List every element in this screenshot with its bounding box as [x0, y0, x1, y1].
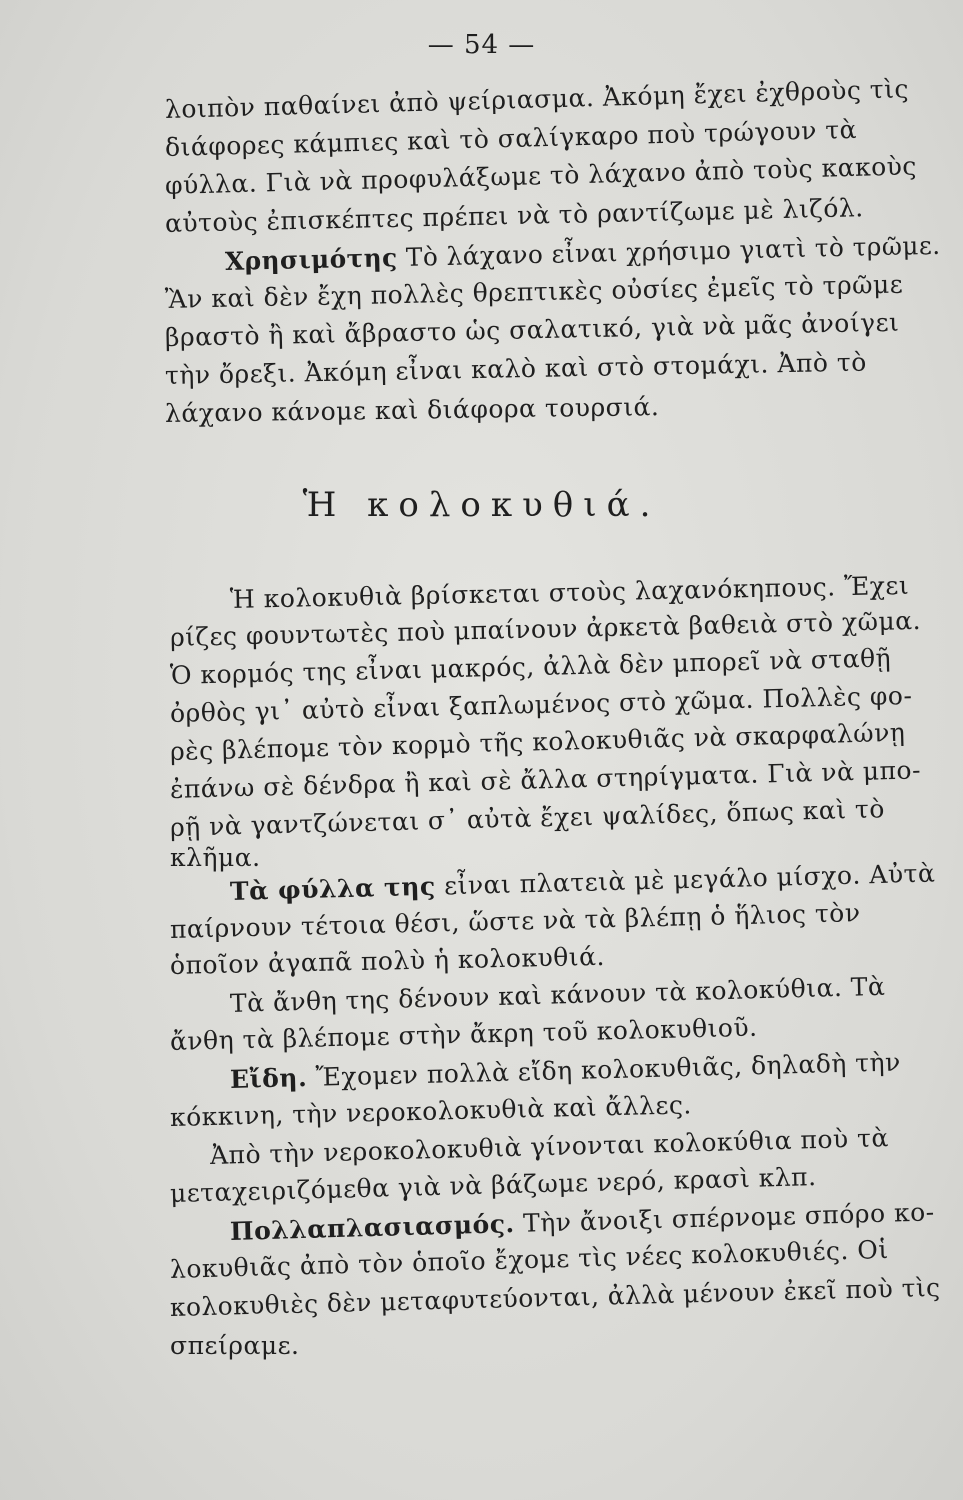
text-line: ὁποῖον ἀγαπᾶ πολὺ ἡ κολοκυθιά. [169, 941, 606, 980]
text-line: σπείραμε. [170, 1331, 300, 1360]
text-line: λοκυθιᾶς ἀπὸ τὸν ὁποῖο ἔχομε τὶς νέες κολοκυθιές. Οἱ [169, 1234, 889, 1284]
text-line: διάφορες κάμπιες καὶ τὸ σαλίγκαρο ποὺ τρώγουν τὰ [164, 114, 858, 162]
usefulness-paragraph-line [225, 231, 941, 276]
propagation-text: Τὴν ἄνοιξι σπέρνομε σπόρο κο- [514, 1197, 935, 1239]
leaves-label: Τὰ φύλλα της [229, 871, 437, 906]
text-line: τὴν ὄρεξι. Ἀκόμη εἶναι καλὸ καὶ στὸ στομάχι. Ἀπὸ τὸ [164, 347, 868, 390]
text-line: ρὲς βλέπομε τὸν κορμὸ τῆς κολοκυθιᾶς νὰ σκαρφαλώνῃ [169, 717, 906, 766]
text-line: ρίζες φουντωτὲς ποὺ μπαίνουν ἀρκετὰ βαθειὰ στὸ χῶμα. [169, 605, 922, 652]
text-line: κόκκινη, τὴν νεροκολοκυθιὰ καὶ ἄλλες. [169, 1090, 693, 1132]
text-line: ἐπάνω σὲ δένδρα ἢ καὶ σὲ ἄλλα στηρίγματα. Γιὰ νὰ μπο- [169, 755, 922, 804]
text-line: λάχανο κάνομε καὶ διάφορα τουρσιά. [164, 392, 660, 428]
text-line: Ἀπὸ τὴν νεροκολοκυθιὰ γίνονται κολοκύθια ποὺ τὰ [209, 1123, 890, 1170]
text-line: αὐτοὺς ἐπισκέπτες πρέπει νὰ τὸ ραντίζωμε μὲ λιζόλ. [164, 193, 864, 238]
text-line: Ἂν καὶ δὲν ἔχη πολλὲς θρεπτικὲς οὐσίες ἐμεῖς τὸ τρῶμε [164, 269, 904, 314]
usefulness-label: Χρησιμότης [224, 243, 398, 276]
text-line: βραστὸ ἢ καὶ ἄβραστο ὡς σαλατικό, γιὰ νὰ μᾶς ἀνοίγει [164, 307, 900, 352]
text-line: Ὁ κορμός της εἶναι μακρός, ἀλλὰ δὲν μπορεῖ νὰ σταθῇ [169, 643, 892, 690]
text-line: Τὰ ἄνθη της δένουν καὶ κάνουν τὰ κολοκύθια. Τὰ [229, 971, 886, 1018]
kinds-text: Ἔχομεν πολλὰ εἴδη κολοκυθιᾶς, δηλαδὴ τὴν [306, 1047, 902, 1092]
kinds-label: Εἴδη. [229, 1062, 308, 1094]
page-number: — 54 — [427, 30, 536, 60]
text-line: Ἡ κολοκυθιὰ βρίσκεται στοὺς λαχανόκηπους. Ἔχει [229, 570, 910, 614]
text-line: κλῆμα. [170, 843, 261, 872]
kinds-paragraph-line [230, 1047, 901, 1094]
usefulness-text: Τὸ λάχανο εἶναι χρήσιμο γιατὶ τὸ τρῶμε. [397, 230, 941, 273]
text-line: ἄνθη τὰ βλέπομε στὴν ἄκρη τοῦ κολοκυθιοῦ. [169, 1012, 758, 1056]
propagation-label: Πολλαπλασιασμός. [229, 1209, 516, 1246]
text-line: παίρνουν τέτοια θέσι, ὥστε νὰ τὰ βλέπῃ ὁ ἥλιος τὸν [169, 898, 861, 944]
text-line: ὀρθὸς γι᾿ αὐτὸ εἶναι ξαπλωμένος στὸ χῶμα. Πολλὲς φο- [169, 680, 913, 728]
text-line: ρῇ νὰ γαντζώνεται σ᾿ αὐτὰ ἔχει ψαλίδες, ὅπως καὶ τὸ [169, 794, 886, 842]
text-line: κολοκυθιὲς δὲν μεταφυτεύονται, ἀλλὰ μένουν ἐκεῖ ποὺ τὶς [169, 1272, 941, 1322]
text-line: λοιπὸν παθαίνει ἀπὸ ψείριασμα. Ἀκόμη ἔχει ἐχθροὺς τὶς [164, 74, 910, 124]
leaves-text: εἶναι πλατειὰ μὲ μεγάλο μίσχο. Αὐτὰ [435, 858, 936, 901]
text-line: φύλλα. Γιὰ νὰ προφυλάξωμε τὸ λάχανο ἀπὸ τοὺς κακοὺς [164, 151, 918, 200]
section-heading: Ἡ κολοκυθιά. [302, 485, 661, 525]
text-line: μεταχειριζόμεθα γιὰ νὰ βάζωμε νερό, κρασὶ κλπ. [169, 1162, 817, 1208]
